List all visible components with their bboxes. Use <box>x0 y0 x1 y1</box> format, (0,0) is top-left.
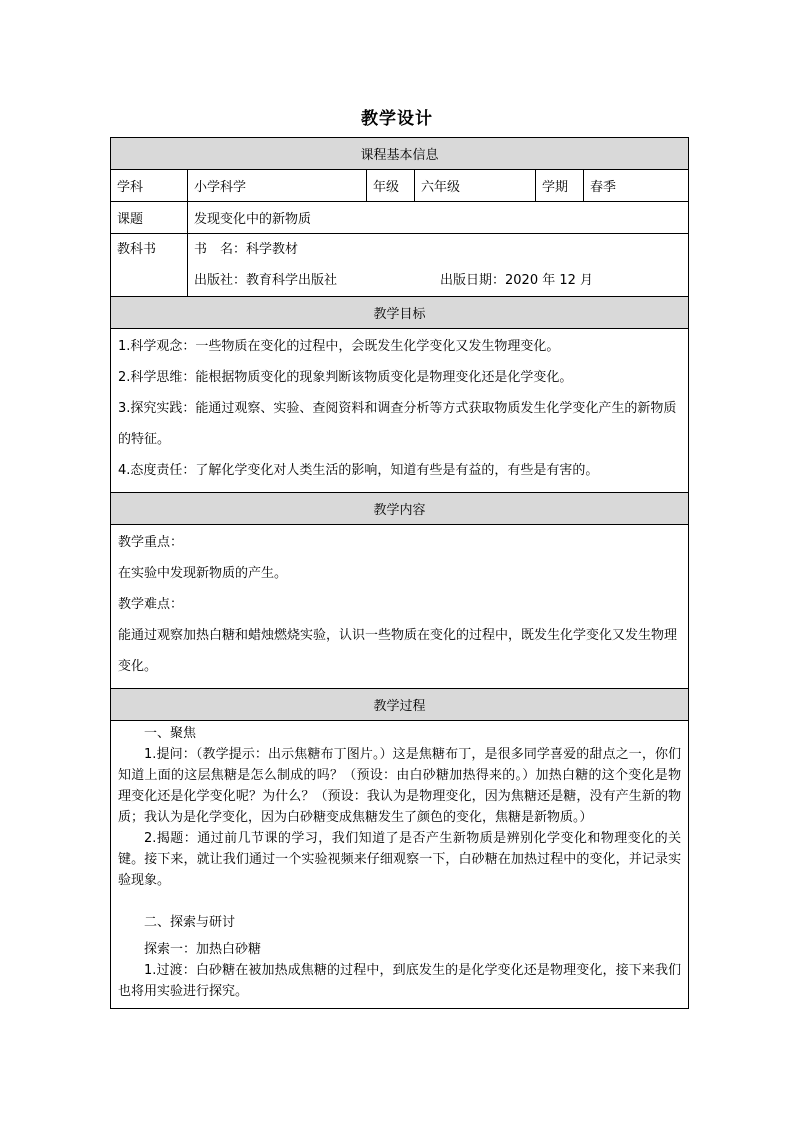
process-header: 教学过程 <box>111 689 689 721</box>
page-title: 教学设计 <box>361 109 433 129</box>
publisher-line <box>194 265 682 296</box>
difficulty-text: 能通过观察加热白糖和蜡烛燃烧实验，认识一些物质在变化的过程中，既发生化学变化又发生物理变化。 <box>118 628 678 674</box>
subject-value: 小学科学 <box>188 170 367 202</box>
key-point-label: 教学重点： <box>118 535 184 550</box>
content-header: 教学内容 <box>111 493 689 525</box>
textbook-info <box>188 234 689 297</box>
objective-item: 4.态度责任：了解化学变化对人类生活的影响，知道有些是有益的，有些是有害的。 <box>118 463 599 478</box>
section-heading: 一、聚焦 <box>144 726 197 741</box>
content-body <box>111 525 689 689</box>
publisher: 出版社：教育科学出版社 <box>194 273 338 288</box>
term-label: 学期 <box>536 170 584 202</box>
section-heading: 二、探索与研讨 <box>144 915 236 930</box>
process-paragraph: 1.过渡：白砂糖在被加热成焦糖的过程中，到底发生的是化学变化还是物理变化，接下来我们也将用实验进行探究。 <box>118 963 682 999</box>
grade-value: 六年级 <box>415 170 536 202</box>
grade-label: 年级 <box>367 170 415 202</box>
term-value: 春季 <box>584 170 689 202</box>
process-body <box>111 721 689 1009</box>
book-name: 书 名：科学教材 <box>194 242 299 257</box>
objectives-header: 教学目标 <box>111 297 689 329</box>
topic-label: 课题 <box>111 202 188 234</box>
process-paragraph: 1.提问：（教学提示：出示焦糖布丁图片。）这是焦糖布丁，是很多同学喜爱的甜点之一，你们知道上面的这层焦糖是怎么制成的吗？（预设：由白砂糖加热得来的。）加热白糖的这个变化是物理变化还是化学变化呢？为什么？（预设：我认为是物理变化，因为焦糖还是糖，没有产生新的物质；我认为是化学变化，因为白砂糖变成焦糖发生了颜色的变化，焦糖是新物质。） <box>118 747 682 825</box>
difficulty-label: 教学难点： <box>118 597 184 612</box>
lesson-plan-table <box>110 137 689 1009</box>
explore-heading: 探索一：加热白砂糖 <box>144 942 262 957</box>
subject-label: 学科 <box>111 170 188 202</box>
basic-info-header: 课程基本信息 <box>111 138 689 170</box>
objective-item: 3.探究实践：能通过观察、实验、查阅资料和调查分析等方式获取物质发生化学变化产生的新物质的特征。 <box>118 401 677 447</box>
key-point-text: 在实验中发现新物质的产生。 <box>118 566 288 581</box>
process-paragraph: 2.揭题：通过前几节课的学习，我们知道了是否产生新物质是辨别化学变化和物理变化的关键。接下来，就让我们通过一个实验视频来仔细观察一下，白砂糖在加热过程中的变化，并记录实验现象。 <box>118 831 682 888</box>
topic-value: 发现变化中的新物质 <box>188 202 689 234</box>
textbook-label-cell <box>111 234 188 297</box>
pub-date: 出版日期：2020 年 12 月 <box>440 273 594 288</box>
textbook-label: 教科书 <box>117 242 157 257</box>
objectives-body <box>111 329 689 493</box>
objective-item: 1.科学观念：一些物质在变化的过程中，会既发生化学变化又发生物理变化。 <box>118 339 560 354</box>
objective-item: 2.科学思维：能根据物质变化的现象判断该物质变化是物理变化还是化学变化。 <box>118 370 573 385</box>
